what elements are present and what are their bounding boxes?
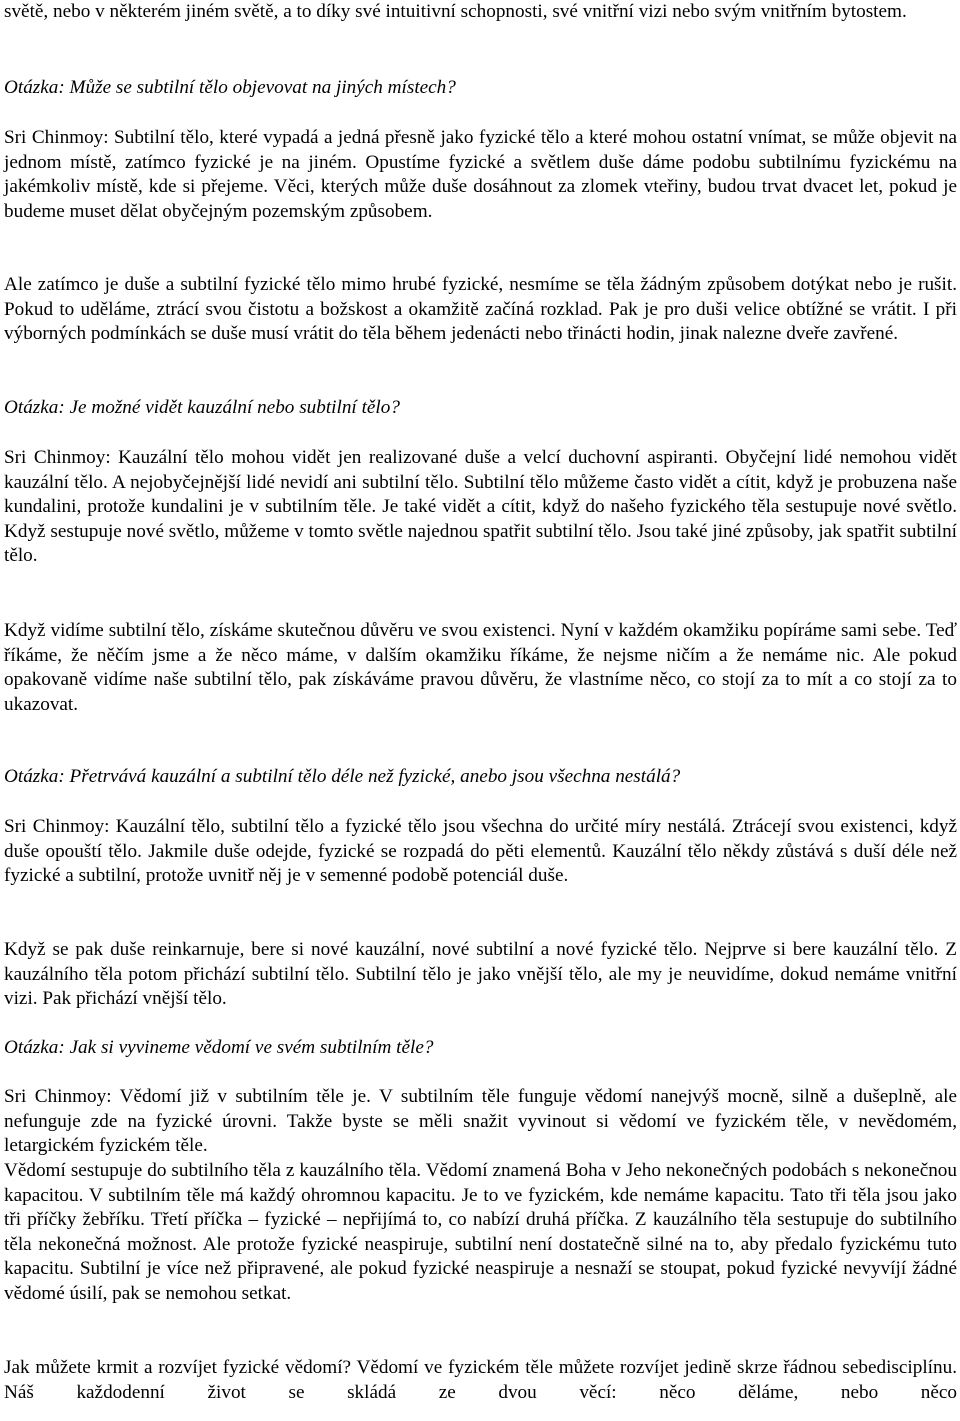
- paragraph: Jak můžete krmit a rozvíjet fyzické vědomí? Vědomí ve fyzickém těle můžete rozvíjet jedině skrze řádnou sebedisciplínu. Náš každodenní život se skládá ze dvou věcí: něco děláme, nebo něco: [4, 1357, 957, 1403]
- paragraph: Když vidíme subtilní tělo, získáme skutečnou důvěru ve svou existenci. Nyní v každém okamžiku popíráme sami sebe. Teď říkáme, že něčím jsme a že něco máme, v dalším okamžiku říkáme, že nejsme ničím a že nemáme nic. Ale pokud opakovaně vidíme naše subtilní tělo, pak získáváme pravou důvěru, že vlastníme něco, co stojí za to mít a co stojí za to ukazovat.: [4, 620, 957, 715]
- answer-paragraph: Sri Chinmoy: Subtilní tělo, které vypadá a jedná přesně jako fyzické tělo a které mohou ostatní vnímat, se může objevit na jednom místě, zatímco fyzické je na jiném. Opustíme fyzické a světlem duše dáme podobu subtilnímu fyzickému na jakémkoliv místě, kde si přejeme. Věci, kterých může duše dosáhnout za zlomek vteřiny, budou trvat dvacet let, pokud je budeme muset dělat obyčejným pozemským způsobem.: [4, 127, 957, 222]
- paragraph: Vědomí sestupuje do subtilního těla z kauzálního těla. Vědomí znamená Boha v Jeho nekonečných podobách s nekonečnou kapacitou. V subtilním těle má každý ohromnou kapacitu. Je to ve fyzickém, kde nemáme kapacitu. Tato tři těla jsou jako tři příčky žebříku. Třetí příčka – fyzické – nepřijímá to, co nabízí druhá příčka. Z kauzálního těla sestupuje do subtilního těla nekonečná možnost. Ale protože fyzické neaspiruje, subtilní není dostatečně silné na to, aby předalo fyzickému tuto kapacitu. Subtilní je více než připravené, ale pokud fyzické neaspiruje a nesnaží se stoupat, pokud fyzické nevyvíjí žádné vědomé úsilí, pak se nemohou setkat.: [4, 1160, 957, 1304]
- answer-paragraph: Sri Chinmoy: Kauzální tělo, subtilní tělo a fyzické tělo jsou všechna do určité míry nestálá. Ztrácejí svou existenci, když duše opouští tělo. Jakmile duše odejde, fyzické se rozpadá do pěti elementů. Kauzální tělo někdy zůstává s duší déle než fyzické a subtilní, protože uvnitř něj je v semenné podobě potenciál duše.: [4, 816, 958, 887]
- speaker-label: Sri Chinmoy:: [4, 127, 109, 148]
- question-heading: Otázka: Může se subtilní tělo objevovat na jiných místech?: [4, 77, 456, 98]
- question-heading: Otázka: Jak si vyvineme vědomí ve svém subtilním těle?: [4, 1037, 434, 1058]
- speaker-label: Sri Chinmoy:: [4, 447, 111, 468]
- answer-paragraph: Sri Chinmoy: Kauzální tělo mohou vidět jen realizované duše a velcí duchovní aspiranti. Obyčejní lidé nemohou vidět kauzální tělo. A nejobyčejnější lidé nevidí ani subtilní tělo. Subtilní tělo můžeme často vidět a cítit, když je probuzena naše kundalini, protože kundalini je v subtilním těle. Je také vidět a cítit, když do našeho fyzického těla sestupuje nové světlo. Když sestupuje nové světlo, můžeme v tomto světle najednou spatřit subtilní tělo. Jsou také jiné způsoby, jak spatřit subtilní tělo.: [4, 447, 957, 567]
- paragraph: Ale zatímco je duše a subtilní fyzické tělo mimo hrubé fyzické, nesmíme se těla žádným způsobem dotýkat nebo je rušit. Pokud to uděláme, ztrácí svou čistotu a božskost a okamžitě začíná rozklad. Pak je pro duši velice obtížné se vrátit. I při výborných podmínkách se duše musí vrátit do těla během jedenácti nebo třinácti hodin, jinak nalezne dveře zavřené.: [4, 274, 957, 345]
- question-heading: Otázka: Je možné vidět kauzální nebo subtilní tělo?: [4, 397, 400, 418]
- speaker-label: Sri Chinmoy:: [4, 1086, 112, 1107]
- paragraph: Když se pak duše reinkarnuje, bere si nové kauzální, nové subtilní a nové fyzické tělo. Nejprve si bere kauzální tělo. Z kauzálního těla potom přichází subtilní tělo. Subtilní tělo je jako vnější tělo, ale my je neuvidíme, dokud nemáme vnitřní vizi. Pak přichází vnější tělo.: [4, 939, 957, 1010]
- speaker-label: Sri Chinmoy:: [4, 816, 110, 837]
- answer-paragraph: Sri Chinmoy: Vědomí již v subtilním těle je. V subtilním těle funguje vědomí nanejvýš mocně, silně a dušeplně, ale nefunguje zde na fyzické úrovni. Takže byste se měli snažit vyvinout si vědomí ve fyzickém těle, v nevědomém, letargickém fyzickém těle.: [4, 1086, 957, 1157]
- question-heading: Otázka: Přetrvává kauzální a subtilní tělo déle než fyzické, anebo jsou všechna nestálá?: [4, 766, 681, 787]
- paragraph-intro: světě, nebo v některém jiném světě, a to díky své intuitivní schopnosti, své vnitřní vizi nebo svým vnitřním bytostem.: [4, 1, 907, 22]
